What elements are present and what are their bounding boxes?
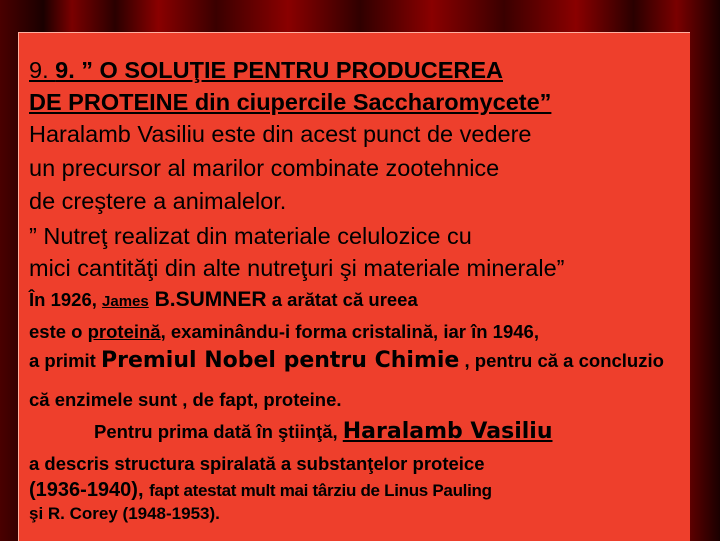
text-line-4: un precursor al marilor combinate zootehnice [29, 155, 500, 181]
quote-line-7: mici cantităţi din alte nutreţuri şi materiale minerale” [29, 255, 565, 281]
years-line: (1936-1940), fapt atestat mult mai târziu de Linus Pauling [29, 479, 492, 501]
urea-text: a arătat că ureea [266, 289, 418, 310]
sumner-name: B.SUMNER [148, 288, 267, 311]
enzymes-line: că enzimele sunt , de fapt, proteine. [29, 389, 342, 410]
vasiliu-line: Pentru prima dată în ştiinţă, Haralamb Vasiliu [94, 419, 553, 444]
sumner-line [29, 288, 418, 312]
slide-content-panel [18, 32, 690, 541]
james-text: James [102, 293, 149, 310]
year-1926-text: În 1926, [29, 289, 103, 310]
pauling-text: fapt atestat mult mai târziu de Linus Pauling [149, 481, 492, 500]
nobel-prize-text: Premiul Nobel pentru Chimie [100, 348, 460, 373]
heading-line-1: 9. 9. ” O SOLUŢIE PENTRU PRODUCEREA [29, 57, 503, 83]
haralamb-vasiliu-name: Haralamb Vasiliu [342, 419, 553, 444]
text-line-3: Haralamb Vasiliu este din acest punct de vedere [29, 121, 532, 147]
spiral-structure-line: a descris structura spiralată a substanţelor proteice [29, 453, 485, 474]
protein-word: proteină [87, 321, 161, 342]
nobel-line: a primit Premiul Nobel pentru Chimie , pentru că a concluzio [29, 348, 664, 373]
protein-line: este o proteină, examinându-i forma cristalină, iar în 1946, [29, 321, 539, 342]
corey-line: şi R. Corey (1948-1953). [29, 504, 220, 523]
quote-line-6: ” Nutreţ realizat din materiale celulozice cu [29, 223, 472, 249]
heading-line-2: DE PROTEINE din ciupercile Saccharomycete” [29, 89, 552, 115]
text-line-5: de creştere a animalelor. [29, 188, 287, 214]
heading-text-1: 9. ” O SOLUŢIE PENTRU PRODUCEREA [55, 57, 503, 83]
